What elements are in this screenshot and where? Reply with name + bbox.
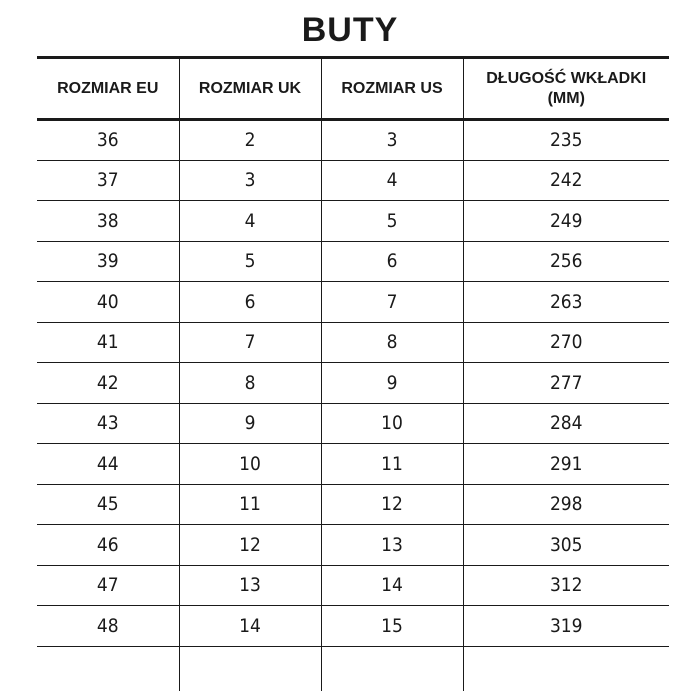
- table-row: [37, 363, 669, 404]
- cell-uk: 2: [179, 120, 321, 161]
- cell-eu: 43: [37, 403, 179, 444]
- cell-eu: 36: [37, 120, 179, 161]
- cell-eu: 38: [37, 201, 179, 242]
- table-row: [37, 403, 669, 444]
- cell-uk: 6: [179, 282, 321, 323]
- table-row: [37, 120, 669, 161]
- cell-uk: 14: [179, 606, 321, 647]
- cell-us: 8: [321, 322, 463, 363]
- cell-us: 5: [321, 201, 463, 242]
- table-body: [37, 120, 669, 691]
- empty-cell: [37, 646, 179, 691]
- column-header-eu: ROZMIAR EU: [37, 58, 179, 120]
- table-row: [37, 322, 669, 363]
- cell-us: 13: [321, 525, 463, 566]
- cell-eu: 44: [37, 444, 179, 485]
- cell-insole-length: 249: [463, 201, 669, 242]
- cell-us: 7: [321, 282, 463, 323]
- cell-us: 10: [321, 403, 463, 444]
- cell-us: 15: [321, 606, 463, 647]
- table-row: [37, 201, 669, 242]
- empty-cell: [463, 646, 669, 691]
- cell-eu: 48: [37, 606, 179, 647]
- cell-uk: 11: [179, 484, 321, 525]
- cell-eu: 37: [37, 160, 179, 201]
- cell-uk: 4: [179, 201, 321, 242]
- table-row: [37, 565, 669, 606]
- table-row: [37, 160, 669, 201]
- cell-us: 9: [321, 363, 463, 404]
- table-row: [37, 525, 669, 566]
- cell-insole-length: 291: [463, 444, 669, 485]
- cell-insole-length: 312: [463, 565, 669, 606]
- cell-insole-length: 284: [463, 403, 669, 444]
- cell-us: 11: [321, 444, 463, 485]
- cell-eu: 46: [37, 525, 179, 566]
- empty-row: [37, 646, 669, 691]
- cell-insole-length: 235: [463, 120, 669, 161]
- cell-us: 3: [321, 120, 463, 161]
- empty-cell: [179, 646, 321, 691]
- cell-insole-length: 242: [463, 160, 669, 201]
- table-row: [37, 241, 669, 282]
- cell-us: 14: [321, 565, 463, 606]
- column-header-us: ROZMIAR US: [321, 58, 463, 120]
- table-row: [37, 606, 669, 647]
- page-title: BUTY: [301, 11, 399, 49]
- cell-insole-length: 277: [463, 363, 669, 404]
- column-header-insole-length: DŁUGOŚĆ WKŁADKI (MM): [463, 58, 669, 120]
- table-row: [37, 444, 669, 485]
- cell-eu: 39: [37, 241, 179, 282]
- cell-eu: 40: [37, 282, 179, 323]
- cell-us: 4: [321, 160, 463, 201]
- column-header-uk: ROZMIAR UK: [179, 58, 321, 120]
- cell-uk: 13: [179, 565, 321, 606]
- cell-insole-length: 319: [463, 606, 669, 647]
- cell-uk: 10: [179, 444, 321, 485]
- cell-uk: 5: [179, 241, 321, 282]
- cell-uk: 3: [179, 160, 321, 201]
- cell-insole-length: 298: [463, 484, 669, 525]
- cell-uk: 8: [179, 363, 321, 404]
- cell-insole-length: 256: [463, 241, 669, 282]
- cell-uk: 7: [179, 322, 321, 363]
- cell-uk: 12: [179, 525, 321, 566]
- cell-insole-length: 270: [463, 322, 669, 363]
- cell-eu: 41: [37, 322, 179, 363]
- table-row: [37, 282, 669, 323]
- cell-insole-length: 263: [463, 282, 669, 323]
- cell-us: 12: [321, 484, 463, 525]
- cell-insole-length: 305: [463, 525, 669, 566]
- cell-us: 6: [321, 241, 463, 282]
- size-table: [37, 56, 669, 691]
- empty-cell: [321, 646, 463, 691]
- table-row: [37, 484, 669, 525]
- cell-eu: 42: [37, 363, 179, 404]
- header-row: [37, 58, 669, 120]
- cell-eu: 47: [37, 565, 179, 606]
- cell-eu: 45: [37, 484, 179, 525]
- cell-uk: 9: [179, 403, 321, 444]
